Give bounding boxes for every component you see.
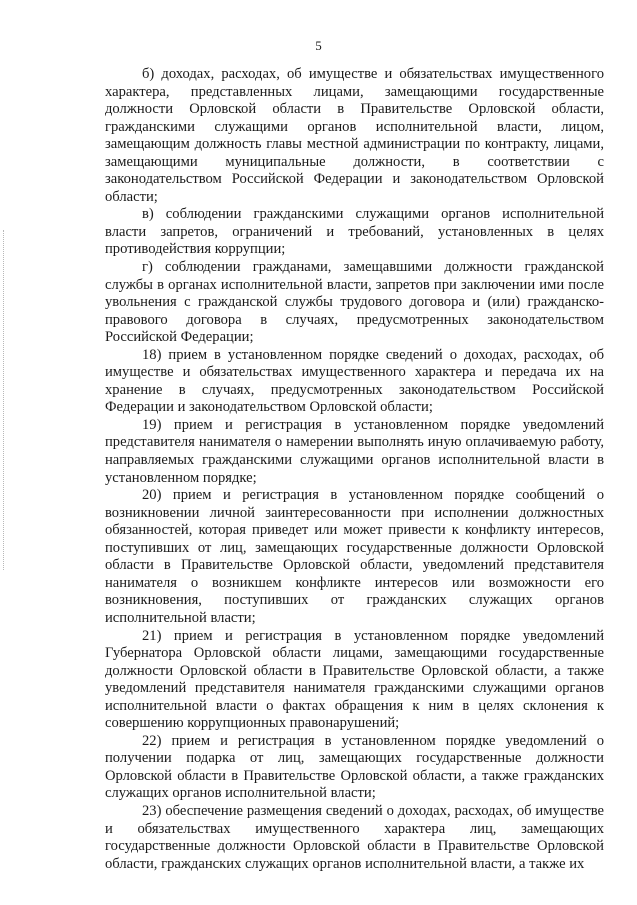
paragraph-20-conflict-of-interest: 20) прием и регистрация в установленном порядке сообщений о возникновении личной заинтересованности при исполнении должностных обязанностей, которая приведет или может привести к конфликту интересов, поступивших от лиц, замещающих государственные должности Орловской области в Правительстве Орловской области, уведомлений представителя нанимателя о возникшем конфликте интересов или возможности его возникновения, поступивших от гражданских служащих органов исполнительной власти; bbox=[105, 487, 604, 626]
paragraph-19-notifications-other-work: 19) прием и регистрация в установленном порядке уведомлений представителя нанимателя о намерении выполнять иную оплачиваемую работу, направляемых гражданскими служащими органов исполнительной власти в установленном порядке; bbox=[105, 416, 604, 486]
paragraph-v-compliance-civil-servants: в) соблюдении гражданскими служащими органов исполнительной власти запретов, ограничений и требований, установленных в целях противодействия коррупции; bbox=[105, 206, 604, 258]
paragraph-22-gift-notifications: 22) прием и регистрация в установленном порядке уведомлений о получении подарка от лиц, замещающих государственные должности Орловской области в Правительстве Орловской области, а также гражданских служащих органов исполнительной власти; bbox=[105, 732, 604, 802]
paragraph-b-income-reports: б) доходах, расходах, об имуществе и обязательствах имущественного характера, представленных лицами, замещающими государственные должности Орловской области в Правительстве Орловской области, гражданскими служащими органов исполнительной власти, лицом, замещающим должность главы местной администрации по контракту, лицами, замещающими муниципальные должности, в соответствии с законодательством Российской Федерации и законодательством Орловской области; bbox=[105, 66, 604, 205]
page-number: 5 bbox=[315, 38, 322, 53]
document-body bbox=[105, 66, 604, 873]
paragraph-18-receipt-of-income-info: 18) прием в установленном порядке сведений о доходах, расходах, об имуществе и обязательствах имущественного характера и передача их на хранение в случаях, предусмотренных законодательством Российской Федерации и законодательством Орловской области; bbox=[105, 346, 604, 416]
paragraph-21-corruption-inducement: 21) прием и регистрация в установленном порядке уведомлений Губернатора Орловской области лицами, замещающими государственные должности Орловской области в Правительстве Орловской области, а также уведомлений представителя нанимателя гражданскими служащими органов исполнительной власти о фактах обращения к ним в целях склонения к совершению коррупционных правонарушений; bbox=[105, 627, 604, 732]
paragraph-g-compliance-former-servants: г) соблюдении гражданами, замещавшими должности гражданской службы в органах исполнительной власти, запретов при заключении ими после увольнения с гражданской службы трудового договора и (или) гражданско-правового договора в случаях, предусмотренных законодательством Российской Федерации; bbox=[105, 259, 604, 346]
paragraph-23-publication-of-info: 23) обеспечение размещения сведений о доходах, расходах, об имуществе и обязательствах имущественного характера лиц, замещающих государственные должности Орловской области в Правительстве Орловской области, гражданских служащих органов исполнительной власти, а также их bbox=[105, 802, 604, 872]
binding-margin-marks bbox=[3, 230, 7, 570]
